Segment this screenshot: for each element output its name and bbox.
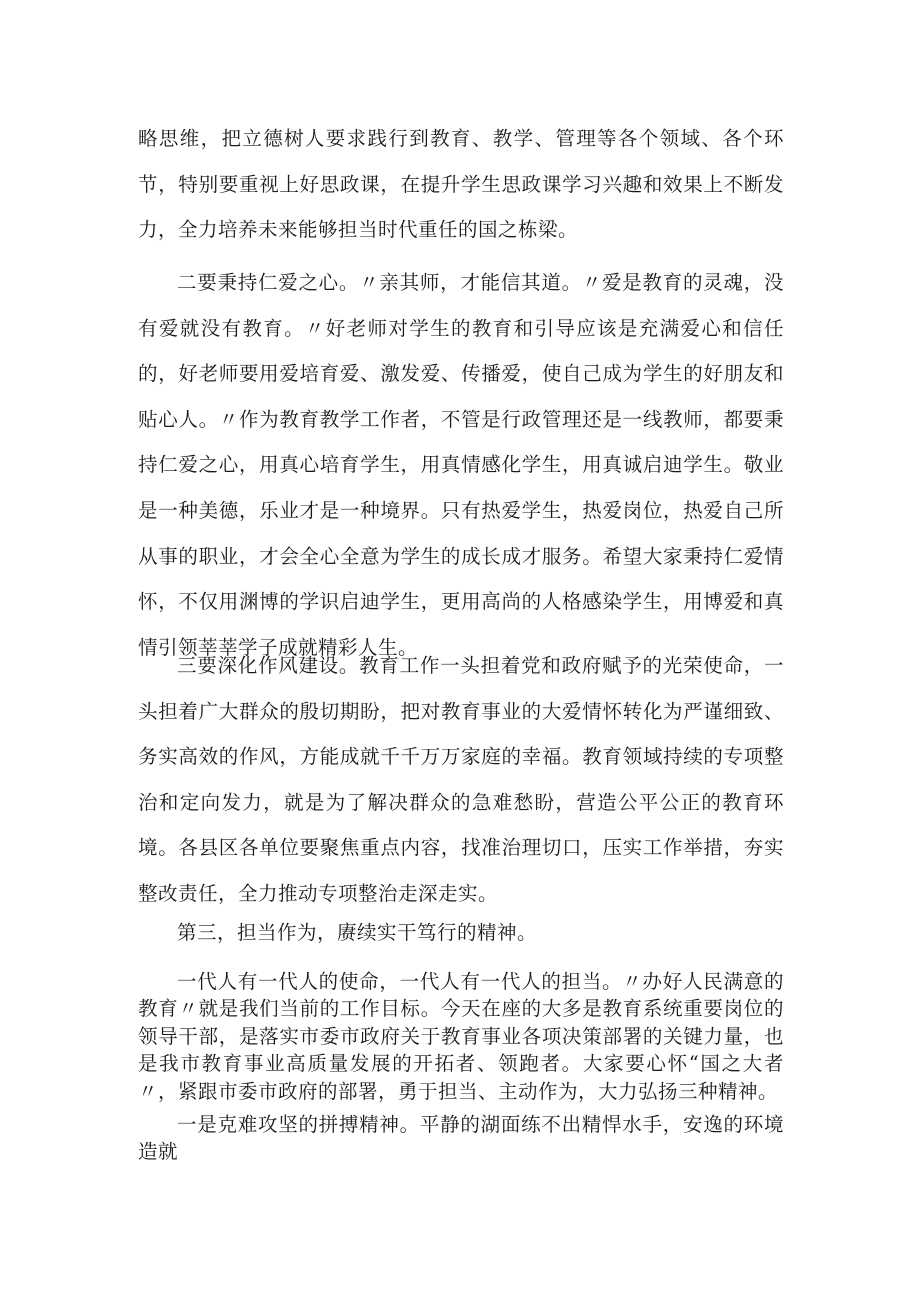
paragraph-struggle-spirit: 一是克难攻坚的拼搏精神。平静的湖面练不出精悍水手，安逸的环境造就 [138, 1113, 784, 1164]
section-heading-third: 第三，担当作为，赓续实干笃行的精神。 [177, 921, 538, 944]
paragraph-mission: 一代人有一代人的使命，一代人有一代人的担当。〃办好人民满意的教育〃就是我们当前的工作目标。今天在座的大多是教育系统重要岗位的领导干部，是落实市委市政府关于教育事业各项决策部署的关键力量，也是我市教育事业高质量发展的开拓者、领跑者。大家要心怀“国之大者〃，紧跟市委市政府的部署，勇于担当、主动作为，大力弘扬三种精神。 [138, 970, 784, 1103]
paragraph-work-style: 三要深化作风建设。教育工作一头担着党和政府赋予的光荣使命，一头担着广大群众的殷切期盼，把对教育事业的大爱情怀转化为严谨细致、务实高效的作风，方能成就千千万万家庭的幸福。教育领域持续的专项整治和定向发力，就是为了解决群众的急难愁盼，营造公平公正的教育环境。各县区各单位要聚焦重点内容，找准治理切口，压实工作举措，夯实整改责任，全力推动专项整治走深走实。 [138, 654, 784, 905]
paragraph-strategic-thinking: 略思维，把立德树人要求践行到教育、教学、管理等各个领域、各个环节，特别要重视上好思政课，在提升学生思政课学习兴趣和效果上不断发力，全力培养未来能够担当时代重任的国之栋梁。 [138, 127, 784, 242]
paragraph-benevolence: 二要秉持仁爱之心。〃亲其师，才能信其道。〃爱是教育的灵魂，没有爱就没有教育。〃好老师对学生的教育和引导应该是充满爱心和信任的，好老师要用爱培育爱、激发爱、传播爱，使自己成为学生的好朋友和贴心人。〃作为教育教学工作者，不管是行政管理还是一线教师，都要秉持仁爱之心，用真心培育学生，用真情感化学生，用真诚启迪学生。敬业是一种美德，乐业才是一种境界。只有热爱学生，热爱岗位，热爱自己所从事的职业，才会全心全意为学生的成长成才服务。希望大家秉持仁爱情怀，不仅用渊博的学识启迪学生，更用高尚的人格感染学生，用博爱和真情引领莘莘学子成就精彩人生。 [138, 271, 784, 659]
